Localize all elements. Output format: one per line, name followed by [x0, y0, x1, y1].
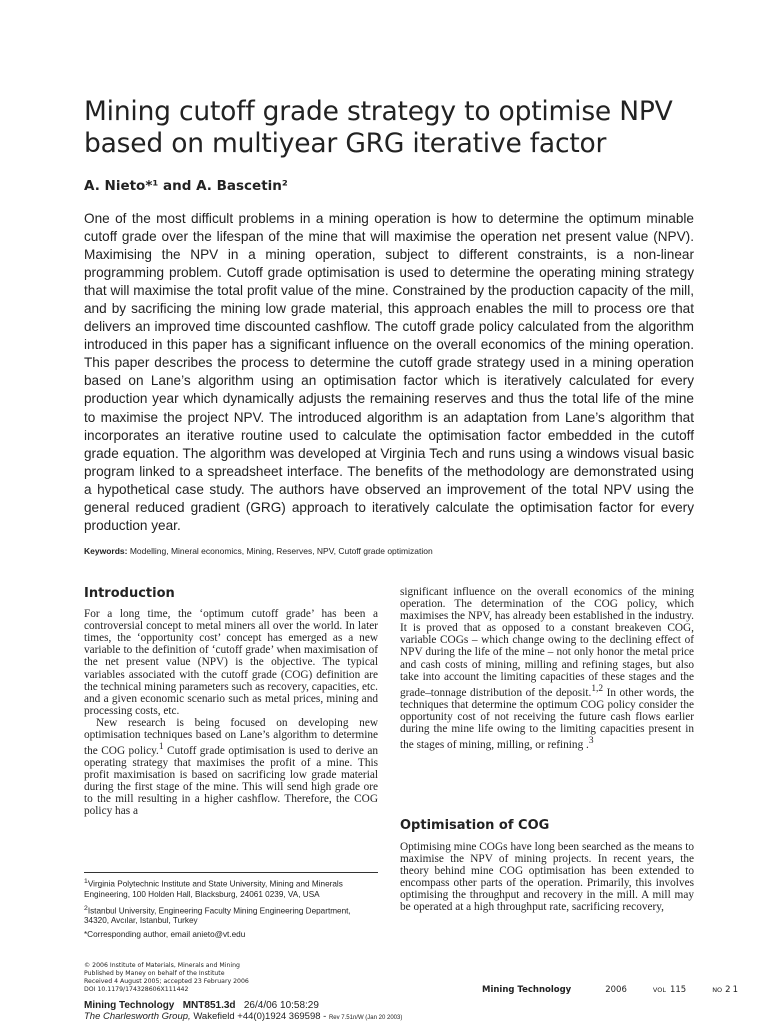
- meta-code: MNT851.3d: [182, 1000, 236, 1011]
- ref-3: 3: [588, 735, 594, 746]
- footnote-2: [84, 904, 378, 927]
- meta-revision: Rev 7.51n/W (Jan 20 2003): [328, 1015, 403, 1021]
- ref-1-2: 1,2: [591, 683, 604, 694]
- title-line-1: Mining cutoff grade strategy to optimise NPV: [84, 96, 673, 127]
- copyright-line-4: DOI 10.1179/174328606X111442: [84, 986, 189, 993]
- meta-datetime: 26/4/06 10:58:29: [243, 1000, 319, 1011]
- running-footer: [482, 985, 738, 995]
- footer-journal: Mining Technology: [482, 985, 572, 995]
- right-p1-text-a: significant influence on the overall economics of the mining operation. The determination of the COG policy, which maximises the NPV, has already been established in the industry. It is proved that as opposed to a constant breakeven COG, variable COGs – which change owing to the declining effect of NPV during the life of the mine – not only honor the metal price and cash costs of mining, milling and refining stages, but also take into account the limiting capacities of these stages and the grade–tonnage distribution of the deposit.: [400, 586, 694, 699]
- ref-1: 1: [158, 742, 164, 753]
- title-line-2: based on multiyear GRG iterative factor: [84, 128, 607, 159]
- optimisation-heading: Optimisation of COG: [400, 818, 550, 833]
- footer-vol-label: VOL: [652, 986, 666, 994]
- introduction-heading: Introduction: [84, 586, 175, 601]
- abstract: One of the most difficult problems in a mining operation is how to determine the optimum minable cutoff grade over the lifespan of the mine that will maximise the operation net present value (NPV). Maximising the NPV in a mining operation, subject to different constraints, is a non-linear programming problem. Cutoff grade optimisation is used to determine the operating mining strategy that will maximise the total profit value of the mine. Constrained by the production capacity of the mill, and by sacrificing the mining low grade material, this approach enables the mill to process ore that delivers an improved time discounted cashflow. The cutoff grade policy calculated from the algorithm introduced in this paper has a significant influence on the overall economics of the mining operation. This paper describes the process to determine the cutoff grade strategy used in a mining operation based on Lane’s algorithm using an optimisation factor which is iteratively calculated for every production year which dynamically adjusts the remaining reserves and thus the total life of the mine to maximise the project NPV. The introduced algorithm is an adaptation from Lane’s algorithm that incorporates an iterative routine used to calculate the optimisation factor embedded in the cutoff grade equation. The algorithm was developed at Virginia Tech and runs using a windows visual basic program linked to a spreadsheet interface. The benefits of the methodology are demonstrated using a hypothetical case study. The authors have observed an improvement of the total NPV using the general reduced gradient (GRG) approach to iteratively calculate the optimisation factor for every production year.: [84, 211, 694, 533]
- production-meta-2: [84, 1011, 402, 1022]
- copyright-line-1: © 2006 Institute of Materials, Minerals and Mining: [84, 962, 240, 969]
- copyright-line-3: Received 4 August 2005; accepted 23 February 2006: [84, 978, 249, 985]
- footer-page-number: 1: [732, 985, 738, 995]
- footer-volume: 115: [669, 985, 687, 995]
- intro-paragraph-1: For a long time, the ‘optimum cutoff grade’ has been a controversial concept to metal miners all over the world. In later times, the ‘opportunity cost’ concept has emerged as a new variable to the definition of ‘cutoff grade’ when maximisation of the net present value (NPV) is the objective. The typical variables associated with the cutoff grade (COG) definition are the technical mining parameters such as recovery, capacities, etc. and a given economic scenario such as metal prices, mining and processing costs, etc.: [84, 608, 378, 717]
- right-column-lower: [400, 841, 694, 914]
- meta-group: The Charlesworth Group,: [84, 1011, 191, 1022]
- footer-year: 2006: [605, 985, 627, 995]
- right-paragraph-1: [400, 586, 694, 751]
- footnotes: [84, 872, 378, 944]
- footnote-corresponding-author: *Corresponding author, email anieto@vt.edu: [84, 930, 246, 940]
- intro-p2-text-b: Cutoff grade optimisation is used to derive an operating strategy that maximises the profit of a mine. This profit maximisation is based on sacrificing low grade material during the first stage of the mine. This will send high grade ore to the mill resulting in a higher cashflow. Therefore, the COG policy has a: [84, 744, 378, 818]
- paper-title: [84, 96, 704, 160]
- keywords: [84, 546, 694, 556]
- footer-no-label: NO: [712, 986, 723, 994]
- footer-issue: 2: [725, 985, 731, 995]
- left-column: [84, 588, 378, 817]
- footnote-1-text: Virginia Polytechnic Institute and State University, Mining and Minerals Engineering, 100 Holden Hall, Blacksburg, 24061 0239, VA, USA: [84, 879, 343, 899]
- footnote-1-mark: 1: [84, 878, 88, 885]
- footnote-2-mark: 2: [84, 904, 88, 912]
- meta-journal: Mining Technology: [84, 1000, 175, 1011]
- keywords-label: Keywords:: [84, 546, 128, 556]
- right-p1-text-b: In other words, the techniques that determine the optimum COG policy consider the opportunity cost of not receiving the future cash flows earlier during the mine life owing to the limiting capacities present in the stages of mining, milling, or refining .: [400, 686, 694, 751]
- optimisation-paragraph-1: Optimising mine COGs have long been searched as the means to maximise the NPV of mining projects. In recent years, the theory behind mine COG optimisation has been extended to encompass other parts of the operation. Primarily, this involves optimising the throughput and recovery in the mill. A mill may be operated at a high throughput rate, sacrificing recovery,: [400, 841, 694, 914]
- intro-paragraph-2: [84, 717, 378, 818]
- production-meta: [84, 1000, 319, 1011]
- meta-phone: Wakefield +44(0)1924 369598 -: [193, 1011, 327, 1022]
- right-column: [400, 586, 694, 751]
- intro-p2-text-a: New research is being focused on developing new optimisation techniques based on Lane’s algorithm to determine the COG policy.: [84, 716, 378, 757]
- footnote-2-text: Istanbul University, Engineering Faculty Mining Engineering Department, 34320, Avcılar, Istanbul, Turkey: [84, 906, 351, 926]
- copyright-line-2: Published by Maney on behalf of the Institute: [84, 970, 225, 977]
- footnote-1: [84, 877, 378, 900]
- keywords-text: Modelling, Mineral economics, Mining, Reserves, NPV, Cutoff grade optimization: [129, 546, 433, 556]
- authors: A. Nieto*¹ and A. Bascetin²: [84, 178, 288, 194]
- copyright-block: [84, 962, 384, 994]
